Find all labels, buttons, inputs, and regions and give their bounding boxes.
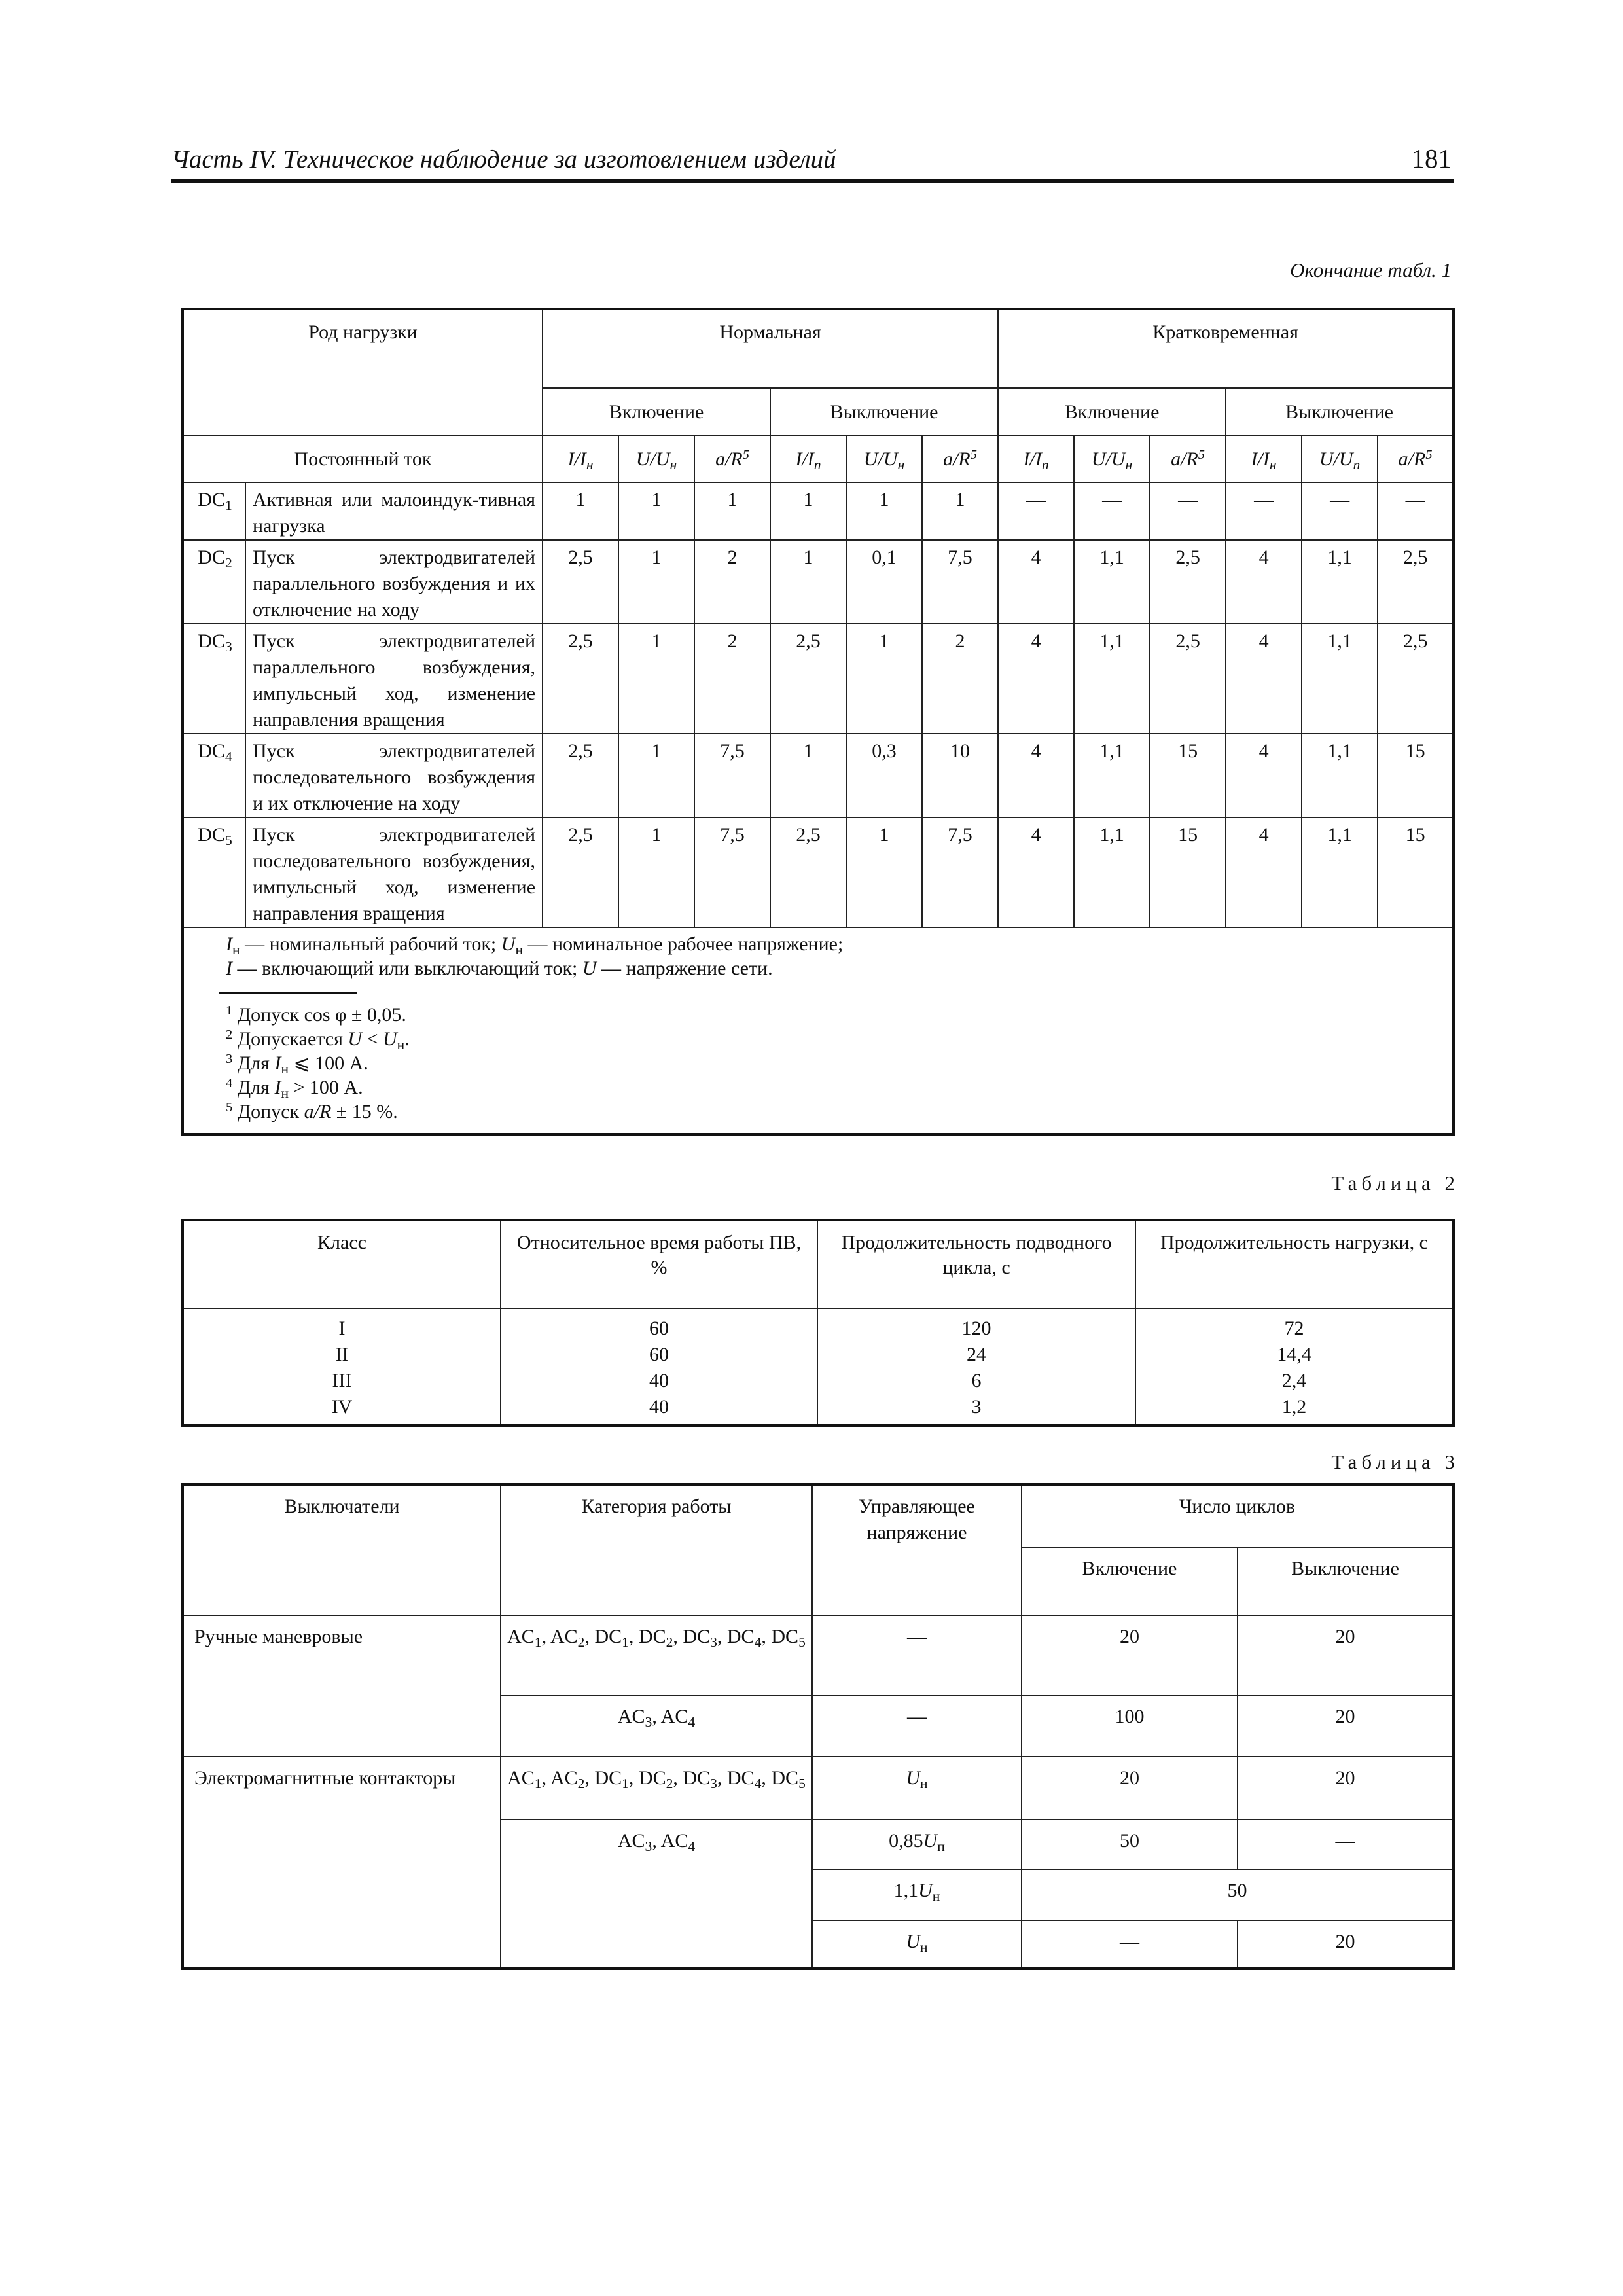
table-2: [181, 1219, 1455, 1427]
t2-cell: I: [338, 1318, 346, 1339]
t2-cell: 60: [649, 1344, 669, 1365]
t3-header-switches: Выключатели: [183, 1484, 501, 1615]
value-cell: 4: [998, 624, 1074, 734]
value-cell: —: [998, 482, 1074, 540]
t2-header-load: Продолжительность нагрузки, с: [1135, 1220, 1454, 1308]
load-description: Пуск электродвигателей параллельного возбуждения, импульсный ход, изменение направления вращения: [245, 624, 543, 734]
header-direct-current: Постоянный ток: [183, 435, 543, 482]
value-cell: 1: [770, 734, 846, 817]
t3-header-category: Категория работы: [501, 1484, 812, 1615]
value-cell: 2,5: [1150, 540, 1226, 624]
t3-voltage: $0,85U_п$: [812, 1820, 1022, 1869]
value-cell: —: [1226, 482, 1302, 540]
value-cell: 1,1: [1302, 734, 1378, 817]
t2-cell: 40: [649, 1370, 669, 1391]
t3-off: 20: [1238, 1695, 1454, 1757]
value-cell: 10: [922, 734, 998, 817]
col-header: $I/I_п$: [998, 435, 1074, 482]
t3-category: $AC_3$, $AC_4$: [501, 1695, 812, 1757]
t2-cell: IV: [331, 1396, 353, 1418]
value-cell: 15: [1150, 734, 1226, 817]
col-header: $U/U_н$: [618, 435, 694, 482]
t3-contactors: Электромагнитные контакторы: [183, 1757, 501, 1969]
table1-notes: [183, 927, 1454, 1134]
value-cell: 2,5: [543, 817, 618, 927]
col-header: $a/R^5$: [1378, 435, 1454, 482]
value-cell: 15: [1150, 817, 1226, 927]
header-short-off: Выключение: [1226, 388, 1454, 435]
value-cell: 1: [846, 482, 922, 540]
value-cell: 4: [1226, 817, 1302, 927]
col-header: $I/I_н$: [1226, 435, 1302, 482]
load-code: $DC_5$: [183, 817, 245, 927]
header-title: Часть IV. Техническое наблюдение за изготовлением изделий: [171, 145, 836, 173]
t2-cell: 2,4: [1281, 1370, 1307, 1391]
value-cell: 4: [998, 734, 1074, 817]
page-number: 181: [1411, 143, 1452, 173]
note-line: I — включающий или выключающий ток; U — напряжение сети.: [226, 958, 773, 979]
value-cell: 1: [846, 624, 922, 734]
note-line: $I_н$ — номинальный рабочий ток; $U_н$ — номинальное рабочее напряжение;: [226, 933, 844, 958]
value-cell: 2: [694, 624, 770, 734]
value-cell: 1,1: [1302, 624, 1378, 734]
value-cell: 7,5: [694, 734, 770, 817]
t2-cell: 60: [649, 1318, 669, 1339]
running-header: [171, 139, 1454, 183]
value-cell: 4: [1226, 540, 1302, 624]
value-cell: 1: [543, 482, 618, 540]
t2-cell: 6: [971, 1370, 982, 1391]
t2-header-class: Класс: [183, 1220, 501, 1308]
value-cell: 7,5: [922, 540, 998, 624]
t3-header-cycles: Число циклов: [1022, 1484, 1454, 1547]
t2-cell: 1,2: [1281, 1396, 1307, 1418]
t3-off: 20: [1238, 1920, 1454, 1969]
value-cell: 4: [998, 540, 1074, 624]
t2-cell: 24: [967, 1344, 986, 1365]
value-cell: 0,1: [846, 540, 922, 624]
t2-header-pv: Относительное время работы ПВ, %: [501, 1220, 817, 1308]
t3-off: —: [1238, 1820, 1454, 1869]
t3-on: 20: [1022, 1615, 1238, 1695]
value-cell: 1: [618, 817, 694, 927]
t2-header-cycle: Продолжительность подводного цикла, с: [817, 1220, 1135, 1308]
col-header: $I/I_п$: [770, 435, 846, 482]
t2-cell: II: [335, 1344, 349, 1365]
t3-on-off: 50: [1022, 1869, 1454, 1920]
value-cell: —: [1074, 482, 1150, 540]
load-description: Пуск электродвигателей последовательного возбуждения, импульсный ход, изменение направления вращения: [245, 817, 543, 927]
t3-voltage: $1,1U_н$: [812, 1869, 1022, 1920]
header-short-on: Включение: [998, 388, 1226, 435]
t3-category: $AC_1$, $AC_2$, $DC_1$, $DC_2$, $DC_3$, $DC_4$, $DC_5$: [501, 1615, 812, 1695]
t3-voltage: $U_н$: [812, 1920, 1022, 1969]
footnote: $^4$ Для $I_н > 100$ А.: [226, 1075, 363, 1102]
value-cell: 2,5: [770, 624, 846, 734]
t3-category: $AC_3$, $AC_4$: [501, 1820, 812, 1969]
t3-header-on: Включение: [1022, 1547, 1238, 1615]
t3-on: —: [1022, 1920, 1238, 1969]
col-header: $a/R^5$: [922, 435, 998, 482]
t2-cell: 120: [961, 1318, 991, 1339]
value-cell: 7,5: [922, 817, 998, 927]
col-header: $U/U_н$: [1074, 435, 1150, 482]
value-cell: 2,5: [1378, 624, 1454, 734]
t3-off: 20: [1238, 1757, 1454, 1820]
col-header: $a/R^5$: [694, 435, 770, 482]
t2-cell: III: [332, 1370, 352, 1391]
value-cell: 2,5: [1378, 540, 1454, 624]
value-cell: 1: [618, 482, 694, 540]
t3-off: 20: [1238, 1615, 1454, 1695]
table-row: [183, 734, 1454, 817]
value-cell: 1,1: [1074, 734, 1150, 817]
t2-cell: 14,4: [1277, 1344, 1311, 1365]
value-cell: 4: [1226, 624, 1302, 734]
table-row: [183, 482, 1454, 540]
col-header: $U/U_п$: [1302, 435, 1378, 482]
t3-header-off: Выключение: [1238, 1547, 1454, 1615]
footnote: $^1$ Допуск cos φ ± 0,05.: [226, 1003, 406, 1026]
table-1: [181, 308, 1455, 1136]
header-short-term: Кратковременная: [998, 309, 1454, 388]
value-cell: 2: [694, 540, 770, 624]
value-cell: 1,1: [1074, 817, 1150, 927]
value-cell: 15: [1378, 734, 1454, 817]
col-header: $a/R^5$: [1150, 435, 1226, 482]
value-cell: 2,5: [770, 817, 846, 927]
t2-col-pv: [501, 1308, 817, 1426]
value-cell: 1,1: [1302, 817, 1378, 927]
footnote: $^5$ Допуск a/R ± 15 %.: [226, 1100, 398, 1122]
t2-cell: 40: [649, 1396, 669, 1418]
footnote-rule: [219, 992, 357, 994]
header-load-type: Род нагрузки: [183, 309, 543, 435]
value-cell: 1,1: [1302, 540, 1378, 624]
table1-body: [183, 482, 1454, 927]
table-row: [183, 817, 1454, 927]
t3-on: 50: [1022, 1820, 1238, 1869]
t3-manual: Ручные маневровые: [183, 1615, 501, 1757]
table3-label: Таблица 3: [1331, 1450, 1459, 1473]
load-code: $DC_4$: [183, 734, 245, 817]
t3-header-voltage: Управляющее напряжение: [812, 1484, 1022, 1615]
value-cell: 4: [998, 817, 1074, 927]
t3-on: 20: [1022, 1757, 1238, 1820]
value-cell: —: [1378, 482, 1454, 540]
load-description: Пуск электродвигателей последовательного возбуждения и их отключение на ходу: [245, 734, 543, 817]
value-cell: 2,5: [1150, 624, 1226, 734]
t3-voltage: —: [812, 1615, 1022, 1695]
table2-label: Таблица 2: [1331, 1172, 1459, 1194]
load-code: $DC_3$: [183, 624, 245, 734]
value-cell: 1: [618, 624, 694, 734]
header-normal-on: Включение: [543, 388, 770, 435]
footnote: $^3$ Для $I_н$ ⩽ 100 А.: [226, 1051, 368, 1077]
t2-col-load: [1135, 1308, 1454, 1426]
value-cell: 1: [618, 734, 694, 817]
t3-on: 100: [1022, 1695, 1238, 1757]
t2-cell: 3: [971, 1396, 982, 1418]
table-row: [183, 540, 1454, 624]
value-cell: 2,5: [543, 734, 618, 817]
value-cell: 1: [770, 540, 846, 624]
value-cell: 1,1: [1074, 540, 1150, 624]
table1-caption: Окончание табл. 1: [1290, 259, 1452, 281]
value-cell: 2,5: [543, 624, 618, 734]
value-cell: 1: [846, 817, 922, 927]
value-cell: 1: [618, 540, 694, 624]
header-normal-off: Выключение: [770, 388, 998, 435]
value-cell: 1: [922, 482, 998, 540]
value-cell: 4: [1226, 734, 1302, 817]
value-cell: —: [1150, 482, 1226, 540]
t2-cell: 72: [1284, 1318, 1304, 1339]
footnote: $^2$ Допускается $U < U_н$.: [226, 1027, 410, 1053]
value-cell: 1: [694, 482, 770, 540]
t2-col-cycle: [817, 1308, 1135, 1426]
value-cell: 2: [922, 624, 998, 734]
col-header: $I/I_н$: [543, 435, 618, 482]
table-3: [181, 1483, 1455, 1970]
value-cell: 15: [1378, 817, 1454, 927]
col-header: $U/U_н$: [846, 435, 922, 482]
table-row: [183, 624, 1454, 734]
load-description: Пуск электродвигателей параллельного возбуждения и их отключение на ходу: [245, 540, 543, 624]
value-cell: 1,1: [1074, 624, 1150, 734]
load-description: Активная или малоиндук-тивная нагрузка: [245, 482, 543, 540]
value-cell: 1: [770, 482, 846, 540]
load-code: $DC_1$: [183, 482, 245, 540]
value-cell: 0,3: [846, 734, 922, 817]
load-code: $DC_2$: [183, 540, 245, 624]
value-cell: 7,5: [694, 817, 770, 927]
header-normal: Нормальная: [543, 309, 998, 388]
value-cell: 2,5: [543, 540, 618, 624]
t2-col-class: [183, 1308, 501, 1426]
t3-voltage: —: [812, 1695, 1022, 1757]
t3-category: $AC_1$, $AC_2$, $DC_1$, $DC_2$, $DC_3$, $DC_4$, $DC_5$: [501, 1757, 812, 1820]
value-cell: —: [1302, 482, 1378, 540]
t3-voltage: $U_н$: [812, 1757, 1022, 1820]
